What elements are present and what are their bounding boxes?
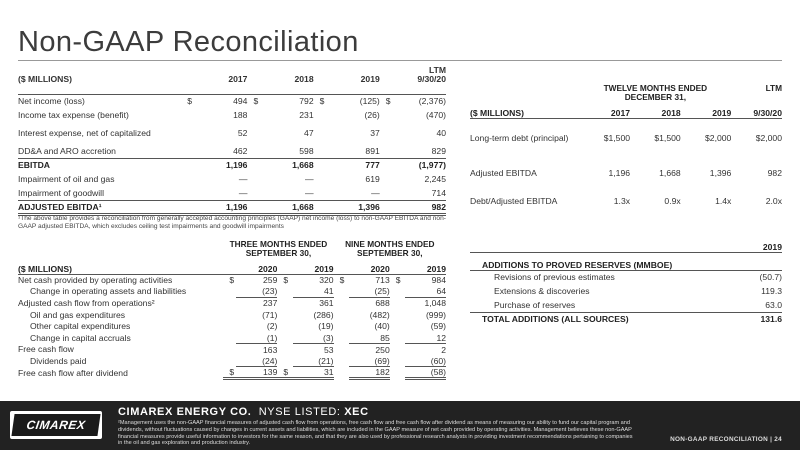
ltm-header: LTM 9/30/20 [417, 65, 446, 84]
table-row: DD&A and ARO accretion 462 598 891 829 [18, 144, 446, 158]
table-row: Long-term debt (principal) $1,500 $1,500 $2,000 $2,000 [470, 133, 782, 144]
twelve-months-header: TWELVE MONTHS ENDED DECEMBER 31, [603, 83, 708, 102]
year-header: 2019 [293, 258, 334, 274]
year-header: 2019 [360, 74, 380, 84]
three-months-header: THREE MONTHS ENDED SEPTEMBER 30, [229, 239, 328, 258]
ticker: XEC [344, 406, 369, 418]
table-row: Dividends paid (24) (21) (69) (60) [30, 355, 446, 366]
cimarex-logo: CIMAREX [10, 411, 102, 439]
year-header: 2017 [228, 74, 248, 84]
table-row: Adjusted cash flow from operations² 237 361 688 1,048 [18, 297, 446, 309]
year-header: 2019 [722, 238, 782, 252]
ebitda-footnote: ¹The above table provides a reconciliation from generally accepted accounting principles (GAAP) net income (loss) to non-GAAP EBITDA and non-GAAP adjusted EBITDA, which excludes ceiling test impairments and goodwill impairments [18, 215, 446, 231]
units-label: ($ MILLIONS) [18, 258, 223, 274]
table-row: ADJUSTED EBITDA¹ 1,196 1,668 1,396 982 [18, 200, 446, 214]
adjusted-ebitda-table [18, 66, 446, 216]
ltm-date-header: 9/30/20 [731, 102, 782, 118]
year-header: 2019 [405, 258, 446, 274]
table-row: Net cash provided by operating activities $ 259 $ 320 $ 713 $ 984 [18, 275, 446, 286]
units-label: ($ MILLIONS) [470, 102, 579, 118]
year-header: 2019 [681, 102, 732, 118]
units-label: ($ MILLIONS) [18, 74, 72, 84]
title-divider [18, 60, 782, 61]
ltm-header: LTM [765, 83, 782, 93]
table-row: Impairment of oil and gas — — 619 2,245 [18, 174, 446, 184]
table-row: Interest expense, net of capitalized 52 47 37 40 [18, 127, 446, 138]
year-header: 2018 [630, 102, 681, 118]
table-row [470, 312, 782, 326]
debt-ebitda-table [470, 84, 782, 214]
page-title: Non-GAAP Reconciliation [18, 26, 359, 58]
table-row: Revisions of previous estimates (50.7) [494, 272, 782, 283]
table-row: Change in capital accruals (1) (3) 85 12 [30, 332, 446, 343]
table-row: EBITDA 1,196 1,668 777 (1,977) [18, 160, 446, 171]
year-header: 2020 [236, 258, 277, 274]
table-row: Free cash flow 163 53 250 2 [18, 344, 446, 355]
reserves-heading: ADDITIONS TO PROVED RESERVES (MMBOE) [470, 252, 722, 270]
table-row: Extensions & discoveries 119.3 [494, 286, 782, 296]
table-row: Other capital expenditures (2) (19) (40) (59) [30, 321, 446, 332]
table-row: Free cash flow after dividend $ 139 $ 31 182 (58) [18, 367, 446, 378]
cash-flow-table [18, 240, 446, 380]
proved-reserves-table [470, 238, 782, 326]
table-row: Adjusted EBITDA 1,196 1,668 1,396 982 [470, 168, 782, 178]
table-row: Oil and gas expenditures (71) (286) (482) (999) [30, 309, 446, 320]
year-header: 2020 [349, 258, 390, 274]
table-row: Debt/Adjusted EBITDA 1.3x 0.9x 1.4x 2.0x [470, 196, 782, 206]
year-header: 2017 [579, 102, 630, 118]
company-name: CIMAREX ENERGY CO. NYSE LISTED: XEC [118, 406, 369, 418]
year-header: 2018 [294, 74, 314, 84]
table-row: Change in operating assets and liabilities (23) 41 (25) 64 [30, 286, 446, 297]
table-row: Income tax expense (benefit) 188 231 (26) (470) [18, 110, 446, 120]
table-row: Impairment of goodwill — — — 714 [18, 186, 446, 200]
table-row: Net income (loss) $ 494 $ 792 $ (125) $ (2,376) [18, 96, 446, 107]
nine-months-header: NINE MONTHS ENDED SEPTEMBER 30, [345, 239, 435, 258]
total-additions-value: 131.6 [760, 314, 782, 325]
cash-flow-footnote: ²Management uses the non-GAAP financial measures of adjusted cash flow from operations, free cash flow and free cash flow after dividend as means of measuring our ability to fund our capital program and dividends, without fluctuations caused by changes in current assets and liabilities, which are included in the GAAP measure of net cash provided by operating activities. Management believes these non-GAAP financial measures provide useful information to investors for the same reason, and that they are also used by professional research analysts in providing investment recommendations pertaining to companies in the oil and gas exploration and production industry. [118, 420, 633, 447]
total-additions-label: TOTAL ADDITIONS (ALL SOURCES) [482, 314, 629, 325]
table-row: Purchase of reserves 63.0 [470, 298, 782, 312]
page-number: NON-GAAP RECONCILIATION | 24 [670, 436, 782, 443]
